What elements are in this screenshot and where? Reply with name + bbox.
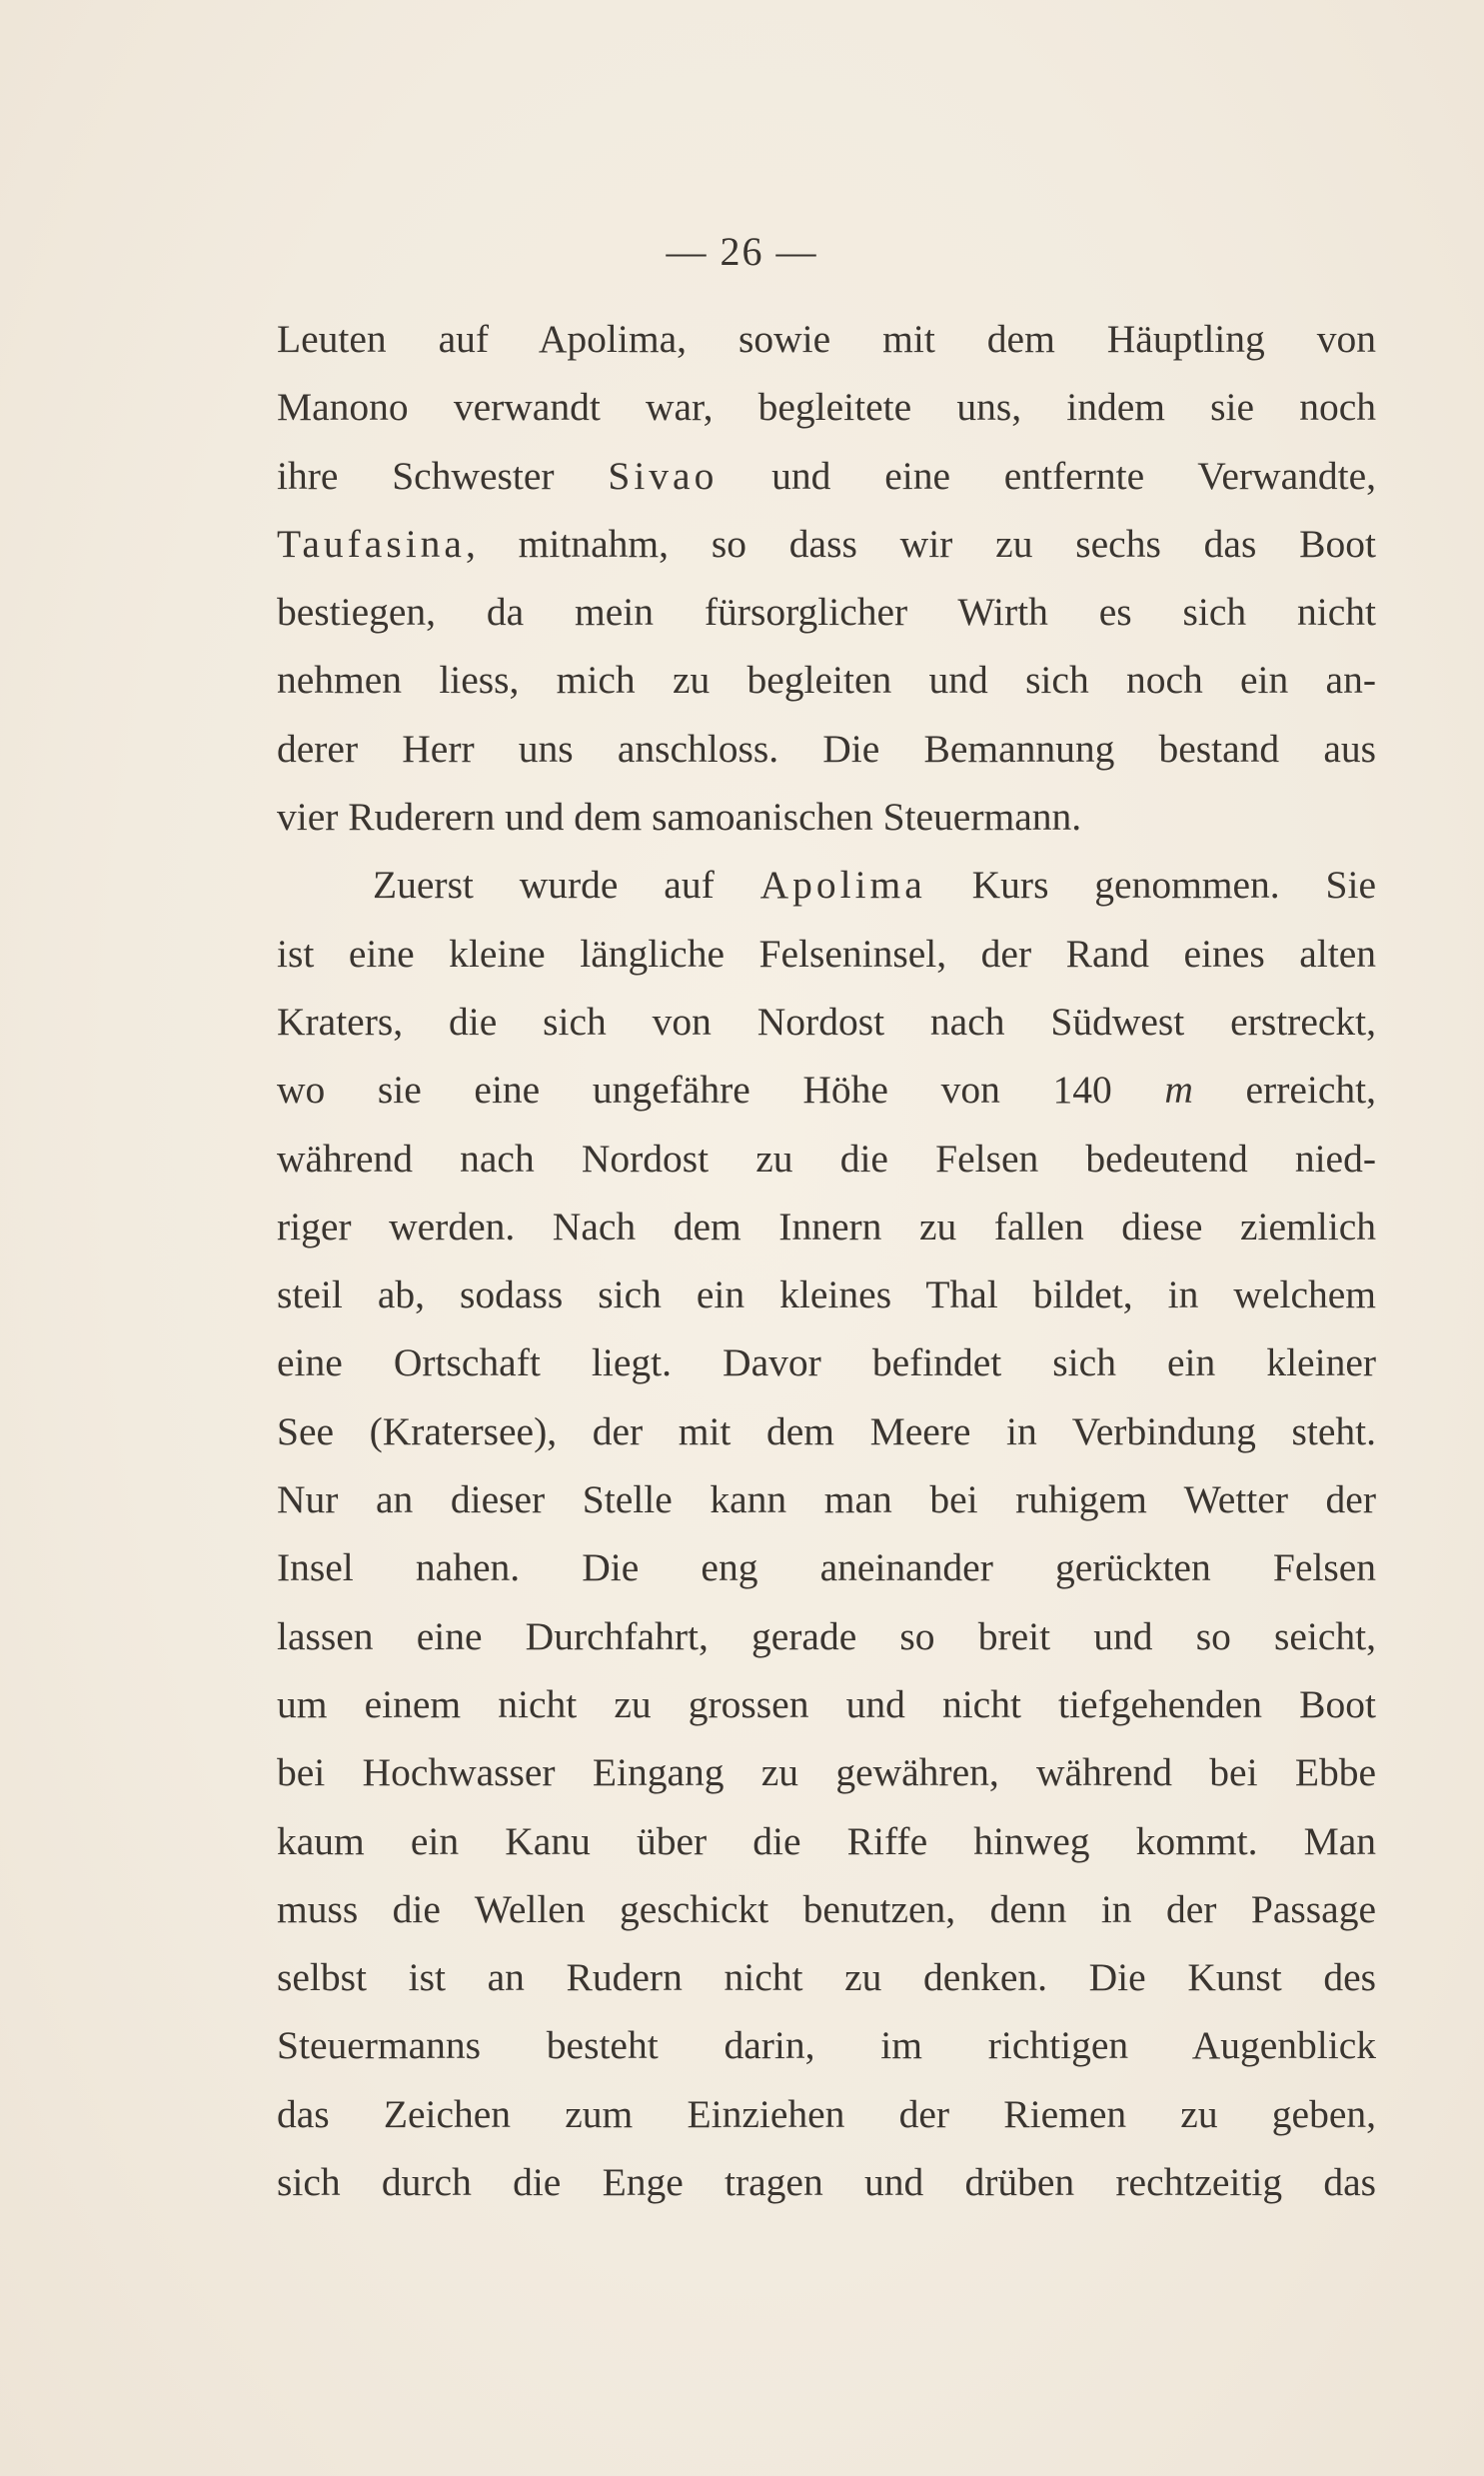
text-line: kaum ein Kanu über die Riffe hinweg kommt. Man xyxy=(277,1818,1376,1863)
text-line xyxy=(277,851,1376,919)
body-text xyxy=(277,305,1376,2216)
text-line: während nach Nordost zu die Felsen bedeutend nied- xyxy=(277,1136,1376,1181)
text-line: Nur an dieser Stelle kann man bei ruhigem Wetter der xyxy=(277,1477,1376,1522)
text-line: Leuten auf Apolima, sowie mit dem Häuptling von xyxy=(277,317,1376,361)
text-line: steil ab, sodass sich ein kleines Thal bildet, in welchem xyxy=(277,1272,1376,1317)
text-line: Insel nahen. Die eng aneinander gerückten Felsen xyxy=(277,1545,1376,1590)
text-line: Steuermanns besteht darin, im richtigen Augenblick xyxy=(277,2023,1376,2068)
text-line: eine Ortschaft liegt. Davor befindet sich ein kleiner xyxy=(277,1340,1376,1385)
spaced-name: Taufasina xyxy=(277,521,466,566)
text-line: nehmen liess, mich zu begleiten und sich noch ein an- xyxy=(277,658,1376,703)
text-line: lassen eine Durchfahrt, gerade so breit und so seicht, xyxy=(277,1613,1376,1658)
text-line: See (Kratersee), der mit dem Meere in Verbindung steht. xyxy=(277,1408,1376,1453)
spaced-name: Apolima xyxy=(759,863,926,908)
text-line xyxy=(277,442,1376,510)
text-line: Manono verwandt war, begleitete uns, indem sie noch xyxy=(277,385,1376,430)
text-line: muss die Wellen geschickt benutzen, denn in der Passage xyxy=(277,1886,1376,1931)
text-run: erreicht, xyxy=(1192,1068,1377,1113)
text-line: sich durch die Enge tragen und drüben rechtzeitig das xyxy=(277,2160,1376,2205)
text-line: um einem nicht zu grossen und nicht tiefgehenden Boot xyxy=(277,1681,1376,1726)
text-line: riger werden. Nach dem Innern zu fallen diese ziemlich xyxy=(277,1204,1376,1248)
text-run: wo sie eine ungefähre Höhe von 140 xyxy=(277,1068,1165,1113)
text-line: bei Hochwasser Eingang zu gewähren, während bei Ebbe xyxy=(277,1750,1376,1795)
text-line: das Zeichen zum Einziehen der Riemen zu geben, xyxy=(277,2091,1376,2136)
text-run: Kurs genommen. Sie xyxy=(925,863,1376,908)
text-line: derer Herr uns anschloss. Die Bemannung bestand aus xyxy=(277,726,1376,771)
text-line: vier Ruderern und dem samoanischen Steuermann. xyxy=(277,795,1082,840)
unit-italic: m xyxy=(1164,1068,1193,1113)
text-run: , mitnahm, so dass wir zu sechs das Boot xyxy=(465,521,1376,566)
text-line: ist eine kleine längliche Felseninsel, der Rand eines alten xyxy=(277,931,1376,976)
page-number: — 26 — xyxy=(666,229,818,274)
text-line xyxy=(277,1056,1376,1124)
text-line xyxy=(277,510,1376,578)
text-run: ihre Schwester xyxy=(277,453,609,498)
text-run: Zuerst wurde auf xyxy=(373,863,760,908)
text-line: selbst ist an Rudern nicht zu denken. Die Kunst des xyxy=(277,1955,1376,2000)
spaced-name: Sivao xyxy=(608,453,719,498)
text-line: Kraters, die sich von Nordost nach Südwest erstreckt, xyxy=(277,999,1376,1044)
text-run: und eine entfernte Verwandte, xyxy=(718,453,1377,498)
text-line: bestiegen, da mein fürsorglicher Wirth es sich nicht xyxy=(277,590,1376,635)
